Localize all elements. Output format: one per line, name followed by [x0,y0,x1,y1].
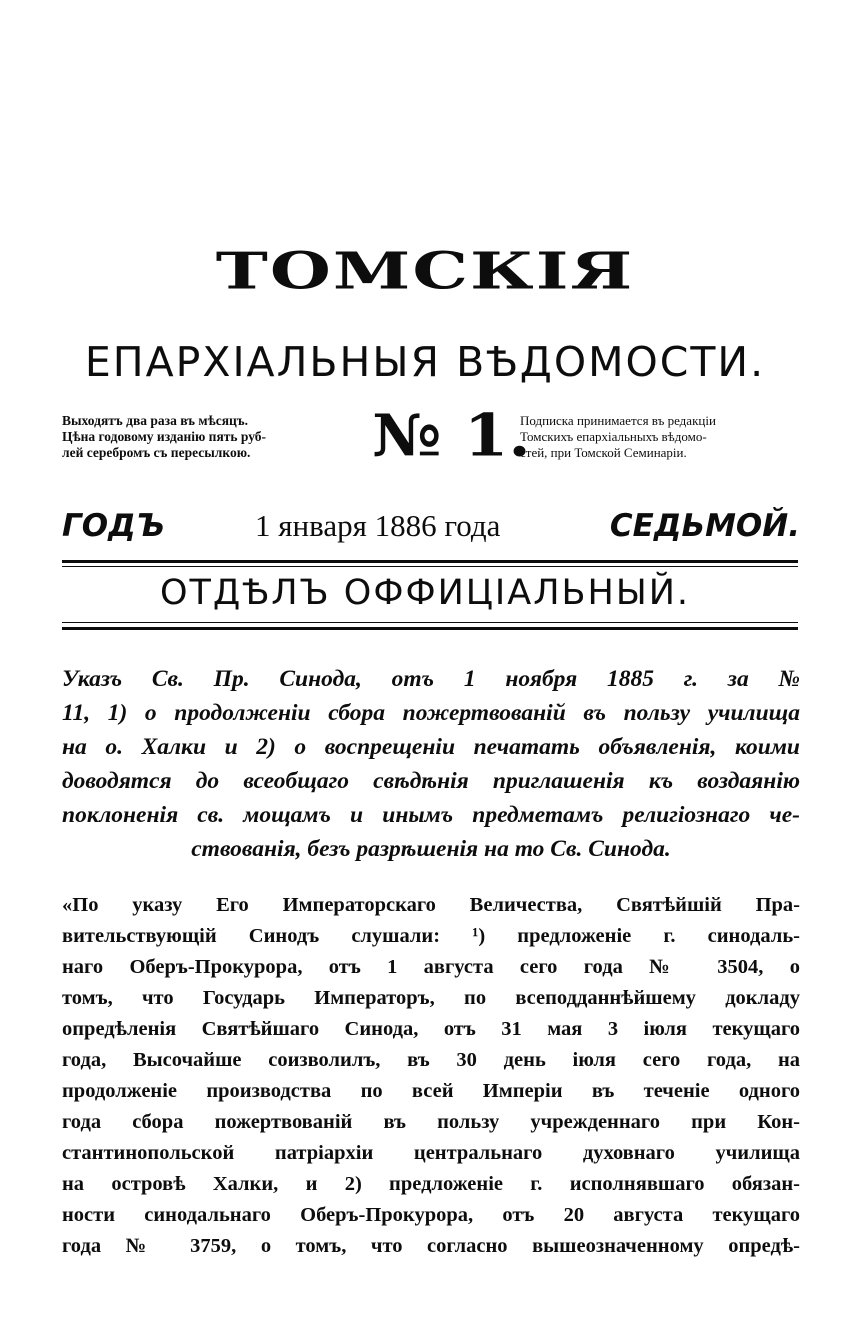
decree-heading [62,662,800,866]
body-line: опредѣленія Святѣйшаго Синода, отъ 31 мая 3 іюля текущаго [62,1018,800,1040]
issue-number: № 1. [372,402,531,471]
divider-rule [62,560,798,563]
body-line: стантинопольской патріархіи центральнаго духовнаго училища [62,1142,800,1164]
body-line: года № 3759, о томъ, что согласно вышеозначенному опредѣ- [62,1235,800,1257]
body-text [62,890,800,1262]
divider-rule [62,566,798,567]
year-label: ГОДЪ [62,508,165,544]
frequency-line: Выходятъ два раза въ мѣсяцъ. [62,413,249,428]
dateline [62,506,800,546]
body-line: продолженіе производства по всей Имперіи въ теченіе одного [62,1080,800,1102]
decree-line: ствованія, безъ разрѣшенія на то Св. Синода. [191,836,671,862]
body-line: года, Высочайше соизволилъ, въ 30 день іюля сего года, на [62,1049,800,1071]
section-title: ОТДѢЛЪ ОФФИЦІАЛЬНЫЙ. [159,573,691,613]
subscription-note [520,413,716,461]
subscription-line: стей, при Томской Семинаріи. [520,445,687,460]
divider-rule [62,622,798,623]
frequency-line: Цѣна годовому изданію пять руб- [62,429,267,444]
body-line: «По указу Его Императорскаго Величества, Святѣйшій Пра- [62,894,800,916]
decree-line: 11, 1) о продолженіи сбора пожертвованій въ пользу училища [62,700,800,726]
year-number: СЕДЬМОЙ. [609,508,800,544]
body-line: ности синодальнаго Оберъ-Прокурора, отъ 20 августа текущаго [62,1204,800,1226]
frequency-note [62,413,266,461]
decree-line: Указъ Св. Пр. Синода, отъ 1 ноября 1885 г. за № [62,666,800,692]
body-line: на островѣ Халки, и 2) предложеніе г. исполнявшаго обязан- [62,1173,800,1195]
body-line: года сбора пожертвованій въ пользу учрежденнаго при Кон- [62,1111,800,1133]
masthead-subtitle: ЕПАРХІАЛЬНЫЯ ВѢДОМОСТИ. [84,338,766,386]
decree-line: доводятся до всеобщаго свѣдѣнія приглашенія къ воздаянію [62,768,800,794]
body-line: томъ, что Государь Императоръ, по всеподданнѣйшему докладу [62,987,800,1009]
decree-line: поклоненія св. мощамъ и инымъ предметамъ религіознаго че- [62,802,800,828]
body-line: вительствующій Синодъ слушали: ¹) предложеніе г. синодаль- [62,925,800,947]
body-line: наго Оберъ-Прокурора, отъ 1 августа сего года № 3504, о [62,956,800,978]
decree-line: на о. Халки и 2) о воспрещеніи печатать объявленія, коими [62,734,800,760]
masthead-title: ТОМСКІЯ [215,240,635,301]
subscription-line: Томскихъ епархіальныхъ вѣдомо- [520,429,707,444]
frequency-line: лей серебромъ съ пересылкою. [62,445,251,460]
issue-date: 1 января 1886 года [255,508,501,543]
divider-rule [62,627,798,630]
subscription-line: Подписка принимается въ редакціи [520,413,716,428]
